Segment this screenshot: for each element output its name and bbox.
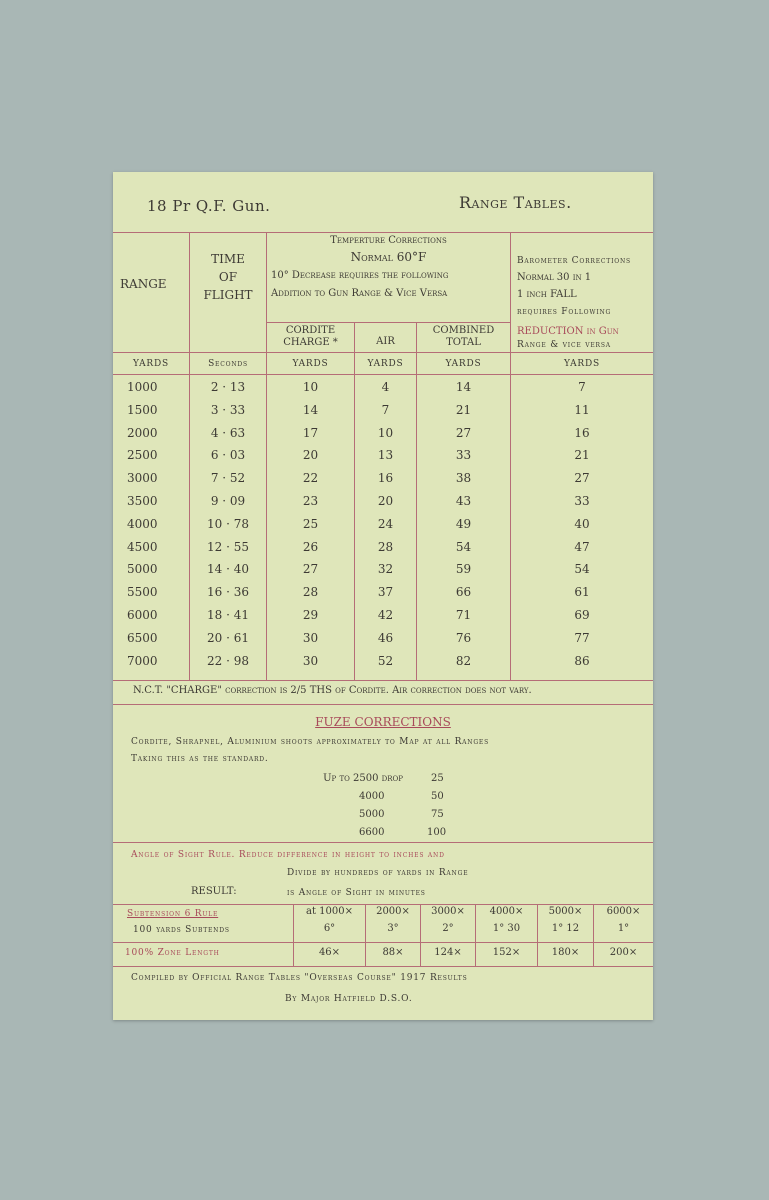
tof-header-2: OF [218, 270, 238, 284]
subtension-angle-cell: 1° 30 [492, 923, 521, 934]
baro-line-1: 1 inch FALL [517, 289, 577, 300]
cell-cordite: 23 [302, 494, 319, 508]
cell-range: 6500 [127, 630, 158, 645]
cell-air: 24 [377, 516, 394, 531]
rule [113, 904, 653, 905]
fuze-title: FUZE CORRECTIONS [315, 715, 451, 729]
cell-tof: 4 · 63 [210, 425, 246, 440]
cell-range: 4000 [127, 516, 158, 531]
cell-combined: 71 [455, 608, 472, 622]
fuze-line-1: Cordite, Shrapnel, Aluminium shoots approximately to Map at all Ranges [131, 737, 490, 747]
subtension-angle-cell: 6° [323, 923, 336, 934]
cell-tof: 20 · 61 [207, 630, 249, 645]
gun-title: 18 Pr Q.F. Gun. [147, 197, 271, 215]
cell-baro: 47 [574, 539, 590, 554]
cell-baro: 77 [574, 630, 590, 645]
cell-combined: 38 [455, 471, 472, 486]
subtends-label: 100 yards Subtends [133, 925, 230, 935]
cell-range: 1000 [127, 380, 158, 394]
range-table-card [113, 172, 653, 1020]
rule [266, 322, 511, 323]
cordite-header-2: CHARGE * [283, 337, 338, 348]
cell-baro: 61 [574, 585, 590, 600]
rule [113, 942, 653, 943]
cell-range: 7000 [127, 653, 158, 668]
subtension-zone-cell: 46× [318, 947, 341, 958]
cell-tof: 16 · 36 [207, 585, 249, 600]
temp-line-1: 10° Decrease requires the following [271, 270, 449, 281]
cell-baro: 7 [578, 380, 586, 394]
rule [113, 232, 653, 233]
fuze-drop-range-4: 6600 [359, 827, 385, 838]
angle-result-label: RESULT: [191, 886, 237, 897]
cell-combined: 33 [455, 448, 472, 463]
subtension-zone-cell: 124× [434, 947, 462, 958]
rule [113, 704, 653, 705]
cell-combined: 82 [455, 653, 472, 668]
combined-header-1: COMBINED [432, 325, 495, 336]
cell-range: 6000 [127, 608, 158, 622]
combined-header-2: TOTAL [446, 337, 481, 348]
zone-length-label: 100% Zone Length [125, 948, 220, 958]
fuze-drop-range-1: Up to 2500 drop [323, 773, 403, 784]
cell-combined: 76 [455, 630, 472, 645]
subtension-angle-cell: 1° 12 [551, 923, 580, 934]
cell-baro: 11 [574, 402, 590, 417]
subtension-range-cell: 6000× [606, 906, 641, 917]
cell-tof: 2 · 13 [210, 380, 246, 394]
cell-combined: 66 [455, 585, 472, 600]
tof-header-3: FLIGHT [203, 288, 253, 302]
subtension-range-cell: 4000× [489, 906, 524, 917]
nct-note: N.C.T. "CHARGE" correction is 2/5 THS of Cordite. Air correction does not vary. [133, 685, 532, 696]
cell-combined: 21 [455, 402, 472, 417]
cell-baro: 27 [574, 471, 590, 486]
angle-line-1: Angle of Sight Rule. Reduce difference in height to inches and [131, 850, 445, 860]
cell-air: 13 [377, 448, 394, 463]
cordite-header-1: CORDITE [285, 325, 336, 336]
fuze-drop-value-2: 50 [431, 791, 444, 802]
cell-tof: 12 · 55 [207, 539, 249, 554]
cell-cordite: 10 [302, 380, 319, 394]
baro-title: Barometer Corrections [517, 256, 631, 266]
fuze-line-2: Taking this as the standard. [131, 754, 269, 764]
range-tables-title: Range Tables. [459, 193, 572, 212]
unit-baro: YARDS [564, 359, 600, 369]
cell-baro: 54 [574, 562, 590, 577]
cell-tof: 18 · 41 [207, 608, 249, 622]
angle-line-2: Divide by hundreds of yards in Range [287, 868, 469, 878]
baro-line-3: REDUCTION in Gun [517, 326, 619, 337]
cell-air: 7 [381, 402, 390, 417]
cell-combined: 27 [455, 425, 472, 440]
cell-combined: 43 [455, 494, 472, 508]
cell-air: 52 [377, 653, 394, 668]
cell-tof: 22 · 98 [207, 653, 249, 668]
rule [113, 966, 653, 967]
air-header: AIR [376, 336, 395, 347]
cell-tof: 10 · 78 [207, 516, 249, 531]
cell-tof: 14 · 40 [207, 562, 249, 577]
cell-baro: 86 [574, 653, 590, 668]
subtension-zone-cell: 200× [609, 947, 638, 958]
subtension-angle-cell: 2° [442, 923, 454, 934]
fuze-drop-value-1: 25 [431, 773, 444, 784]
rule [113, 352, 653, 353]
cell-cordite: 28 [302, 585, 319, 600]
cell-tof: 7 · 52 [210, 471, 246, 486]
baro-normal: Normal 30 in 1 [517, 272, 592, 283]
cell-cordite: 17 [302, 425, 319, 440]
cell-range: 1500 [127, 402, 158, 417]
cell-range: 2000 [127, 425, 158, 440]
subtension-angle-cell: 3° [387, 923, 399, 934]
cell-cordite: 14 [302, 402, 319, 417]
cell-cordite: 27 [302, 562, 319, 577]
cell-baro: 21 [574, 448, 590, 463]
temp-line-2: Addition to Gun Range & Vice Versa [271, 288, 448, 299]
cell-baro: 40 [574, 516, 590, 531]
cell-air: 16 [377, 471, 394, 486]
cell-cordite: 26 [302, 539, 319, 554]
cell-cordite: 25 [302, 516, 319, 531]
cell-range: 3500 [127, 494, 158, 508]
cell-combined: 49 [455, 516, 472, 531]
unit-combined: YARDS [445, 359, 482, 369]
cell-range: 2500 [127, 448, 158, 463]
fuze-drop-value-4: 100 [427, 827, 447, 838]
subtension-zone-cell: 88× [382, 947, 404, 958]
cell-air: 10 [377, 425, 394, 440]
cell-combined: 14 [455, 380, 472, 394]
cell-baro: 69 [574, 608, 590, 622]
unit-tof: Seconds [208, 359, 248, 369]
rule [113, 374, 653, 375]
subtension-range-cell: 2000× [376, 906, 410, 917]
temp-corrections-title: Temperture Corrections [330, 235, 447, 246]
cell-air: 28 [377, 539, 394, 554]
cell-baro: 16 [574, 425, 590, 440]
subtension-label: Subtension 6 Rule [127, 909, 219, 919]
cell-range: 5000 [127, 562, 158, 577]
cell-air: 37 [377, 585, 394, 600]
subtension-range-cell: 3000× [431, 906, 465, 917]
fuze-drop-value-3: 75 [431, 809, 444, 820]
cell-range: 5500 [127, 585, 158, 600]
cell-range: 3000 [127, 471, 158, 486]
cell-tof: 9 · 09 [210, 494, 246, 508]
cell-cordite: 29 [302, 608, 319, 622]
angle-result-text: is Angle of Sight in minutes [287, 888, 426, 898]
baro-line-2: requires Following [517, 307, 612, 317]
subtension-zone-cell: 152× [492, 947, 521, 958]
cell-tof: 6 · 03 [210, 448, 246, 463]
cell-air: 46 [377, 630, 394, 645]
cell-air: 4 [381, 380, 390, 394]
cell-cordite: 30 [302, 630, 319, 645]
rule [113, 680, 653, 681]
range-header: RANGE [120, 277, 167, 291]
tof-header-1: TIME [211, 252, 245, 266]
cell-combined: 59 [455, 562, 472, 577]
fuze-drop-range-2: 4000 [359, 791, 385, 802]
unit-cordite: YARDS [292, 359, 329, 369]
cell-cordite: 20 [302, 448, 319, 463]
cell-air: 32 [377, 562, 394, 577]
cell-tof: 3 · 33 [210, 402, 246, 417]
temp-normal: Normal 60°F [350, 250, 427, 264]
unit-air: YARDS [367, 359, 404, 369]
rule [113, 842, 653, 843]
footer-line-2: By Major Hatfield D.S.O. [285, 994, 413, 1004]
subtension-range-cell: at 1000× [306, 906, 353, 917]
baro-line-4: Range & vice versa [517, 340, 611, 350]
cell-air: 20 [377, 494, 394, 508]
cell-combined: 54 [455, 539, 472, 554]
cell-baro: 33 [574, 494, 590, 508]
fuze-drop-range-3: 5000 [359, 809, 385, 820]
subtension-zone-cell: 180× [551, 947, 580, 958]
footer-line-1: Compiled by Official Range Tables "Overseas Course" 1917 Results [131, 973, 468, 983]
cell-range: 4500 [127, 539, 158, 554]
cell-air: 42 [377, 608, 394, 622]
subtension-range-cell: 5000× [548, 906, 583, 917]
subtension-angle-cell: 1° [617, 923, 630, 934]
cell-cordite: 22 [302, 471, 319, 486]
unit-range: YARDS [133, 359, 169, 369]
cell-cordite: 30 [302, 653, 319, 668]
